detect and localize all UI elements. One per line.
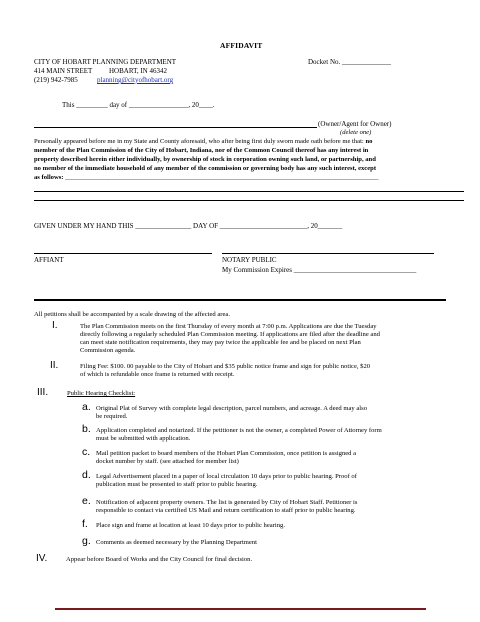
item-iii-numeral: III. [37, 387, 49, 398]
checklist-e-line-1: Notification of adjacent property owners. The list is generated by City of Hobart Staff. Petitioner is [96, 499, 358, 506]
city-state-zip: HOBART, IN 46342 [109, 67, 167, 75]
public-hearing-checklist-heading: Public Hearing Checklist: [67, 390, 136, 397]
phone-number: (219) 942-7985 [34, 76, 78, 84]
oath-intro: Personally appeared before me in my State and County aforesaid, who after being first duly sworn made oath before me that: [34, 138, 364, 145]
checklist-g-line-1: Comments as deemed necessary by the Planning Department [96, 539, 257, 546]
item-i-numeral: I. [52, 320, 58, 331]
item-ii-line-1: Filing Fee: $100. 00 payable to the City of Hobart and $35 public notice frame and sign for public notice, $20 [80, 363, 371, 370]
checklist-f-line-1: Place sign and frame at location at least 10 days prior to public hearing. [96, 522, 285, 529]
item-i-line-1: The Plan Commission meets on the first Thursday of every month at 7:00 p.m. Applications are due the Tuesday [80, 323, 377, 330]
footer-rule [55, 608, 426, 610]
as-follows-label: as follows: [34, 174, 64, 181]
checklist-a-line-1: Original Plat of Survey with complete legal description, parcel numbers, and acreage. A deed may also [96, 405, 367, 412]
notary-public-label: NOTARY PUBLIC [222, 256, 277, 264]
checklist-c-line-1: Mail petition packet to board members of the Hobart Plan Commission, once petition is assigned a [96, 450, 357, 457]
checklist-b-line-2: must be submitted with application. [96, 435, 191, 442]
checklist-a-line-2: be required. [96, 413, 128, 420]
item-i-line-2: directly following a regularly scheduled Plan Commission meeting. If applications are filed after the deadline and [80, 331, 380, 338]
checklist-f-letter: f. [82, 518, 88, 530]
oath-no: no [365, 138, 373, 145]
street-address: 414 MAIN STREET [34, 67, 93, 75]
email-link[interactable]: planning@cityofhobart.org [97, 76, 174, 84]
oath-line-5 [34, 174, 378, 183]
section-divider [34, 299, 446, 301]
given-under-hand-line: GIVEN UNDER MY HAND THIS ________________ DAY OF _________________________, 20_______ [34, 222, 343, 230]
item-i-line-3: can meet state notification requirements, they may pay twice the applicable fee and be placed on next Plan [80, 339, 361, 346]
item-iv-numeral: IV. [36, 553, 48, 564]
checklist-b-line-1: Application completed and notarized. If the petitioner is not the owner, a completed Power of Attorney form [96, 427, 382, 434]
owner-agent-label: (Owner/Agent for Owner) [318, 120, 392, 128]
item-i-line-4: Commission agenda. [80, 347, 136, 354]
checklist-a-letter: a. [82, 401, 91, 413]
petitions-note: All petitions shall be accompanied by a scale drawing of the affected area. [34, 311, 230, 318]
oath-line-3: property described herein either individually, by ownership of stock in corporation owning such land, or partnership, and [34, 156, 376, 163]
item-ii-numeral: II. [50, 360, 59, 371]
checklist-d-line-1: Legal Advertisement placed in a paper of local circulation 10 days prior to public hearing. Proof of [96, 473, 357, 480]
commission-expires-line: My Commission Expires ___________________________________ [222, 266, 417, 274]
date-line: This _________ day of _________________, 20____. [62, 101, 215, 109]
delete-one-note: (delete one) [340, 129, 372, 136]
oath-line-2: member of the Plan Commission of the City of Hobart, Indiana, nor of the Common Council thereof has any interest in [34, 147, 369, 154]
checklist-d-line-2: publication must be presented to staff prior to public hearing. [96, 481, 258, 488]
checklist-e-letter: e. [82, 495, 91, 507]
checklist-e-line-2: responsible to contact via certified US Mail and return certification to staff prior to public hearing. [96, 507, 356, 514]
checklist-d-letter: d. [82, 469, 91, 481]
affiant-signature-line [34, 253, 212, 254]
checklist-b-letter: b. [82, 423, 91, 435]
owner-signature-line [34, 127, 317, 128]
item-iv-text: Appear before Board of Works and the City Council for final decision. [66, 556, 253, 563]
department-name: CITY OF HOBART PLANNING DEPARTMENT [34, 58, 177, 66]
blank-line-1 [34, 191, 464, 192]
item-ii-line-2: of which is refundable once frame is returned with receipt. [80, 371, 235, 378]
notary-signature-line [222, 253, 434, 254]
oath-line-4: no member of the immediate household of any member of the commission or governing body has any such interest, except [34, 165, 377, 172]
affiant-label: AFFIANT [34, 256, 64, 264]
document-title: AFFIDAVIT [220, 41, 263, 50]
oath-line-1 [34, 138, 372, 147]
checklist-c-line-2: docket number by staff. (see attached for member list) [96, 458, 239, 465]
checklist-g-letter: g. [82, 535, 91, 547]
blank-line-2 [34, 200, 464, 201]
checklist-c-letter: c. [82, 446, 91, 458]
as-follows-blank: _______________________________________________________________________________________________ [65, 174, 379, 181]
docket-number: Docket No. ______________ [308, 58, 392, 66]
